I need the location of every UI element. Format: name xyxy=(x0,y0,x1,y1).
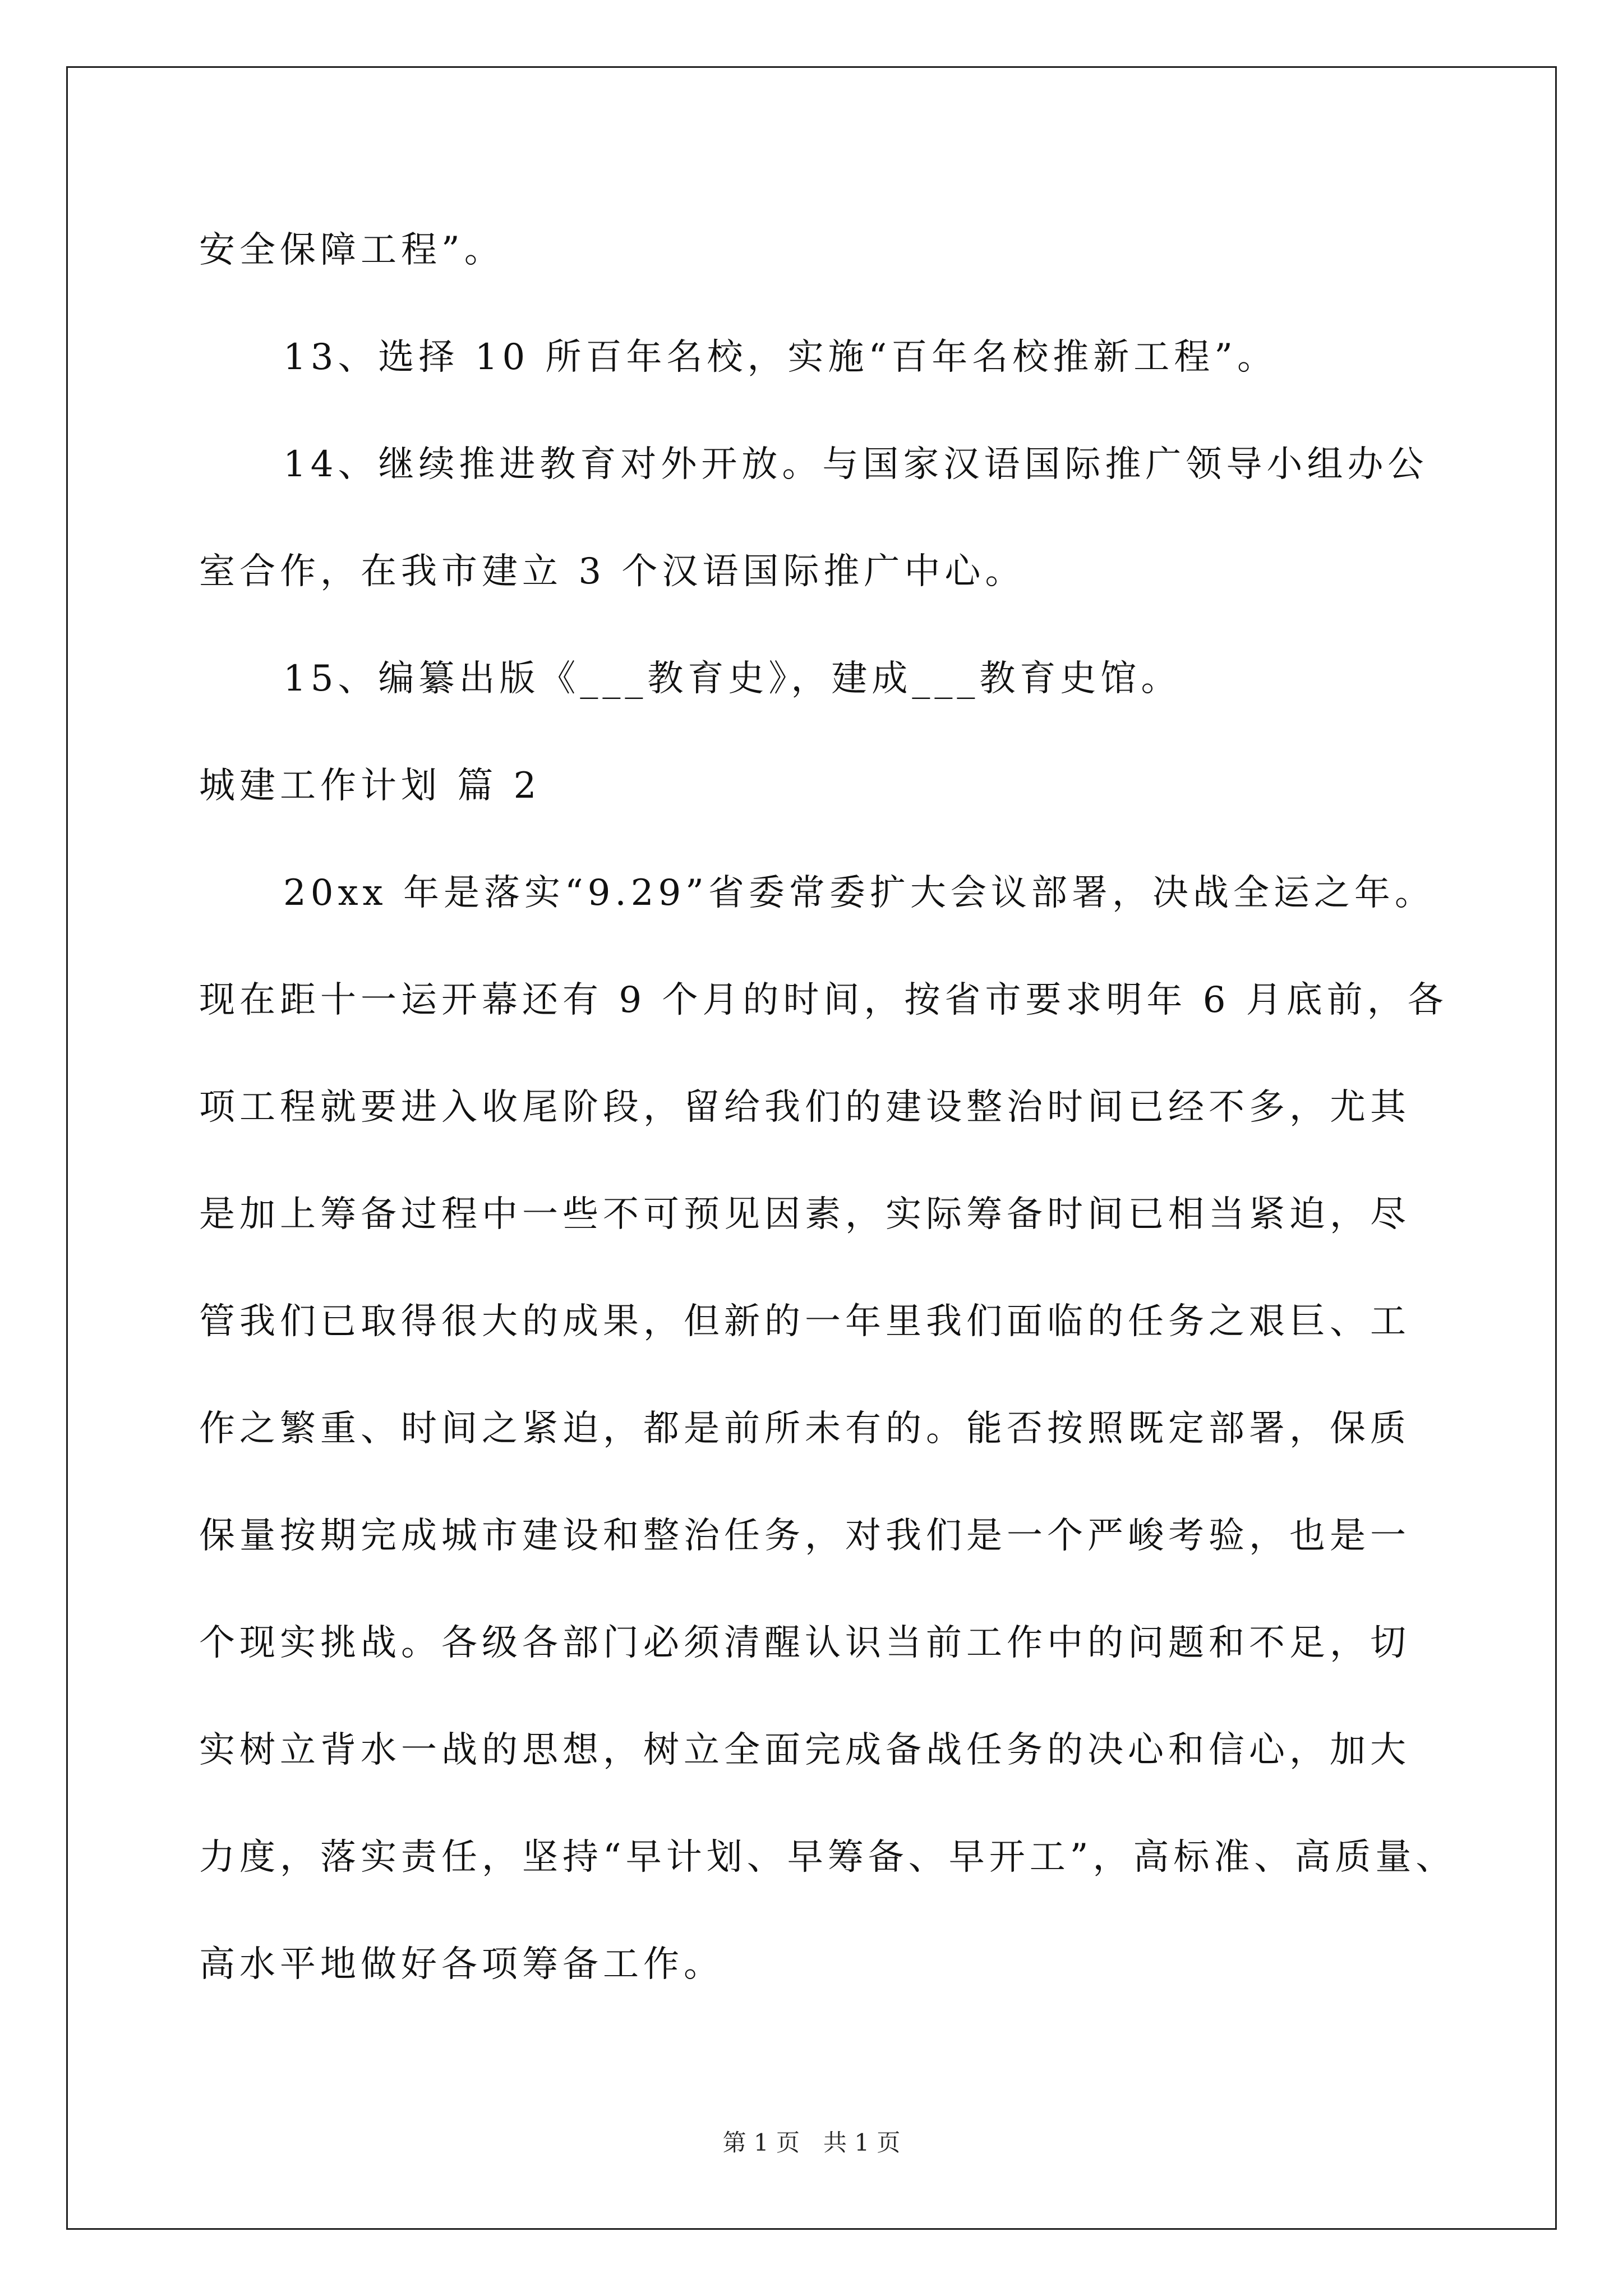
paragraph-line: 管我们已取得很大的成果，但新的一年里我们面临的任务之艰巨、工 xyxy=(199,1301,1410,1342)
text-line: 安全保障工程”。 xyxy=(199,229,505,271)
paragraph-line: 项工程就要进入收尾阶段，留给我们的建设整治时间已经不多，尤其 xyxy=(199,1087,1410,1128)
paragraph-line: 作之繁重、时间之紧迫，都是前所未有的。能否按照既定部署，保质 xyxy=(199,1408,1410,1450)
paragraph-line: 力度，落实责任，坚持“早计划、早筹备、早开工”，高标准、高质量、 xyxy=(199,1837,1456,1878)
page-border xyxy=(66,66,1557,2230)
paragraph-line: 保量按期完成城市建设和整治任务，对我们是一个严峻考验，也是一 xyxy=(199,1515,1410,1557)
text-line: 室合作，在我市建立 3 个汉语国际推广中心。 xyxy=(199,551,1026,592)
list-item-13: 13、选择 10 所百年名校，实施“百年名校推新工程”。 xyxy=(283,337,1278,378)
list-item-14: 14、继续推进教育对外开放。与国家汉语国际推广领导小组办公 xyxy=(283,444,1428,485)
paragraph-line: 是加上筹备过程中一些不可预见因素，实际筹备时间已相当紧迫，尽 xyxy=(199,1194,1410,1235)
paragraph-line: 现在距十一运开幕还有 9 个月的时间，按省市要求明年 6 月底前，各 xyxy=(199,979,1448,1021)
list-item-15: 15、编纂出版《___教育史》，建成___教育史馆。 xyxy=(283,658,1182,700)
page-number-footer: 第 1 页 共 1 页 xyxy=(722,2129,901,2156)
section-heading: 城建工作计划 篇 2 xyxy=(199,765,541,807)
paragraph-line: 高水平地做好各项筹备工作。 xyxy=(199,1944,724,1985)
paragraph-line: 个现实挑战。各级各部门必须清醒认识当前工作中的问题和不足，切 xyxy=(199,1622,1410,1664)
paragraph-line: 实树立背水一战的思想，树立全面完成备战任务的决心和信心，加大 xyxy=(199,1729,1410,1771)
paragraph-line: 20xx 年是落实“9.29”省委常委扩大会议部署，决战全运之年。 xyxy=(283,872,1435,914)
